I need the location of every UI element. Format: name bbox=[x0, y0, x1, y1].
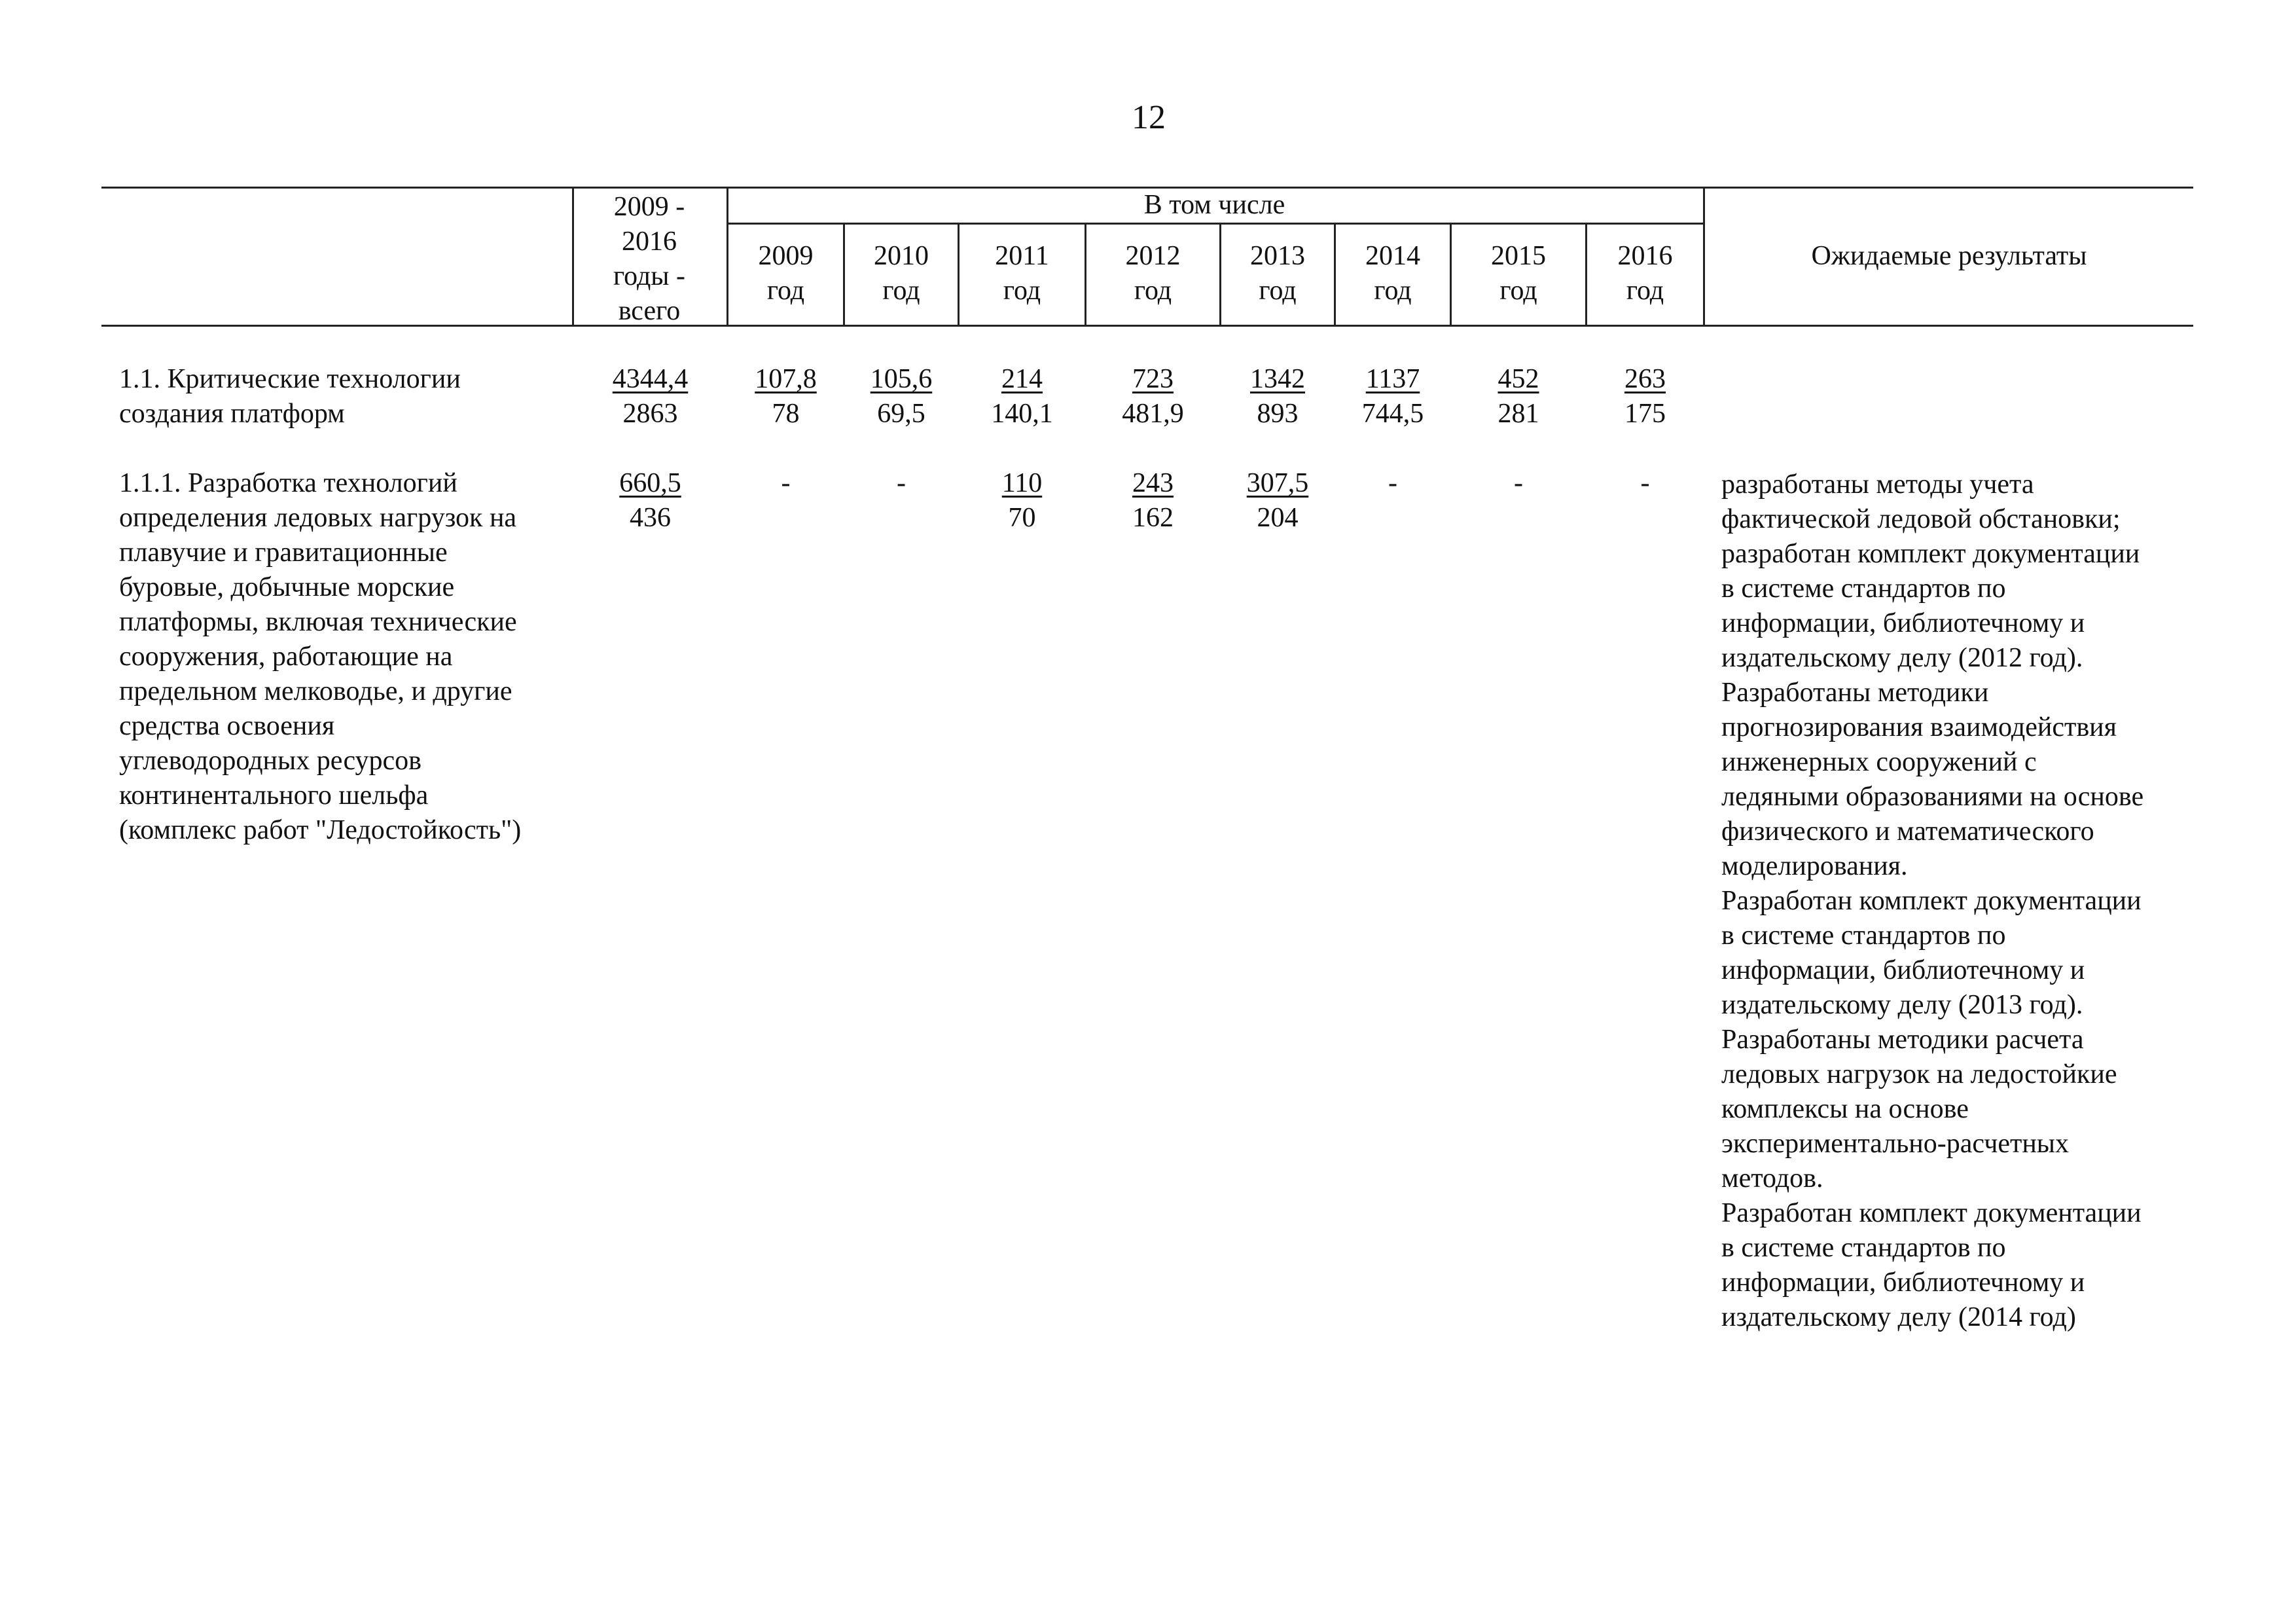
year-cell-2016 bbox=[1587, 466, 1703, 501]
expected-result-line: физического и математического bbox=[1721, 816, 2094, 847]
fact-value: 175 bbox=[1624, 399, 1666, 429]
header-including: В том числе bbox=[1143, 190, 1285, 220]
year-cell-2015 bbox=[1452, 466, 1585, 501]
year-cell-2014 bbox=[1336, 362, 1450, 431]
header-year: 2010 bbox=[874, 241, 929, 271]
header-year-unit: год bbox=[1134, 276, 1172, 306]
expected-result-line: Разработаны методики расчета bbox=[1721, 1025, 2084, 1055]
expected-results-text bbox=[1721, 467, 2206, 1335]
header-year-2016 bbox=[1587, 239, 1703, 308]
expected-result-line: ледовых нагрузок на ледостойкие bbox=[1721, 1059, 2117, 1089]
header-year-unit: год bbox=[766, 276, 805, 306]
header-year-unit: год bbox=[1003, 276, 1041, 306]
header-year-2011 bbox=[960, 239, 1085, 308]
page-number: 12 bbox=[1132, 99, 1166, 136]
year-cell-2009 bbox=[728, 362, 843, 431]
fact-value: 281 bbox=[1498, 399, 1539, 429]
plan-value: 452 bbox=[1498, 364, 1539, 394]
expected-result-line: разработаны методы учета bbox=[1721, 469, 2034, 500]
expected-result-line: Разработан комплект документации bbox=[1721, 886, 2142, 916]
expected-result-line: издательскому делу (2012 год). bbox=[1721, 643, 2083, 673]
header-total-line: 2016 bbox=[622, 227, 677, 257]
fact-value: 481,9 bbox=[1122, 399, 1184, 429]
row-total-cell bbox=[574, 362, 726, 431]
year-cell-2010 bbox=[845, 466, 958, 501]
expected-result-line: информации, библиотечному и bbox=[1721, 955, 2085, 985]
expected-result-line: моделирования. bbox=[1721, 851, 1908, 881]
plan-value: - bbox=[1640, 468, 1650, 498]
fact-value: 78 bbox=[772, 399, 800, 429]
row-title bbox=[119, 362, 571, 431]
expected-result-line: инженерных сооружений с bbox=[1721, 747, 2037, 777]
year-cell-2012 bbox=[1086, 466, 1219, 536]
fact-value: 69,5 bbox=[877, 399, 925, 429]
header-year-unit: год bbox=[1626, 276, 1664, 306]
header-year-2015 bbox=[1452, 239, 1585, 308]
year-cell-2013 bbox=[1221, 466, 1334, 536]
expected-result-line: экспериментально-расчетных bbox=[1721, 1129, 2070, 1159]
row-title-line: плавучие и гравитационные bbox=[119, 538, 448, 568]
row-title-line: сооружения, работающие на bbox=[119, 642, 453, 672]
header-year-2010 bbox=[845, 239, 958, 308]
expected-result-line: разработан комплект документации bbox=[1721, 539, 2140, 569]
row-title bbox=[119, 466, 571, 848]
expected-result-line: Разработаны методики bbox=[1721, 678, 1989, 708]
fact-value: 140,1 bbox=[991, 399, 1053, 429]
year-cell-2013 bbox=[1221, 362, 1334, 431]
expected-result-line: фактической ледовой обстановки; bbox=[1721, 504, 2121, 534]
years-subheader-rule bbox=[727, 223, 1704, 225]
header-year-2009 bbox=[728, 239, 843, 308]
plan-value: 4344,4 bbox=[612, 364, 689, 394]
header-year: 2011 bbox=[995, 241, 1049, 271]
row-title-line: определения ледовых нагрузок на bbox=[119, 503, 517, 533]
header-expected-results: Ожидаемые результаты bbox=[1811, 241, 2087, 271]
row-title-line: (комплекс работ "Ледостойкость") bbox=[119, 815, 522, 845]
plan-value: 1137 bbox=[1365, 364, 1420, 394]
row-title-line: создания платформ bbox=[119, 399, 345, 429]
plan-value: 214 bbox=[1001, 364, 1043, 394]
fact-value: 204 bbox=[1257, 503, 1299, 533]
expected-result-line: Разработан комплект документации bbox=[1721, 1198, 2142, 1228]
row-total-cell bbox=[574, 466, 726, 536]
row-title-line: средства освоения bbox=[119, 711, 335, 741]
year-cell-2015 bbox=[1452, 362, 1585, 431]
row-title-line: платформы, включая технические bbox=[119, 607, 517, 637]
plan-value: 110 bbox=[1001, 468, 1043, 498]
expected-result-line: в системе стандартов по bbox=[1721, 574, 2006, 604]
expected-result-line: издательскому делу (2014 год) bbox=[1721, 1302, 2076, 1332]
expected-result-line: прогнозирования взаимодействия bbox=[1721, 712, 2117, 742]
expected-result-line: в системе стандартов по bbox=[1721, 1233, 2006, 1263]
expected-result-line: информации, библиотечному и bbox=[1721, 1267, 2085, 1298]
header-year: 2009 bbox=[758, 241, 814, 271]
fact-value: 70 bbox=[1008, 503, 1036, 533]
row-title-line: 1.1. Критические технологии bbox=[119, 364, 461, 394]
year-cell-2010 bbox=[845, 362, 958, 431]
expected-result-line: комплексы на основе bbox=[1721, 1094, 1969, 1124]
fact-value: 2863 bbox=[622, 399, 678, 429]
fact-value: 436 bbox=[630, 503, 671, 533]
year-cell-2011 bbox=[960, 362, 1085, 431]
fact-value: 893 bbox=[1257, 399, 1299, 429]
row-title-line: континентального шельфа bbox=[119, 780, 429, 811]
plan-value: - bbox=[897, 468, 906, 498]
header-total-line: годы - bbox=[613, 261, 686, 291]
year-cell-2009 bbox=[728, 466, 843, 501]
row-title-line: углеводородных ресурсов bbox=[119, 746, 422, 776]
header-total-line: 2009 - bbox=[613, 192, 685, 222]
year-cell-2011 bbox=[960, 466, 1085, 536]
expected-result-line: информации, библиотечному и bbox=[1721, 608, 2085, 638]
header-year-unit: год bbox=[1259, 276, 1297, 306]
plan-value: 1342 bbox=[1250, 364, 1305, 394]
expected-result-line: в системе стандартов по bbox=[1721, 921, 2006, 951]
header-year-unit: год bbox=[1499, 276, 1537, 306]
plan-value: - bbox=[1514, 468, 1523, 498]
fact-value: 744,5 bbox=[1361, 399, 1424, 429]
year-cell-2016 bbox=[1587, 362, 1703, 431]
header-year: 2015 bbox=[1491, 241, 1546, 271]
header-total-line: всего bbox=[618, 296, 681, 326]
header-year-unit: год bbox=[882, 276, 920, 306]
plan-value: 263 bbox=[1624, 364, 1666, 394]
header-year-unit: год bbox=[1374, 276, 1412, 306]
plan-value: 243 bbox=[1132, 468, 1174, 498]
expected-result-line: издательскому делу (2013 год). bbox=[1721, 990, 2083, 1020]
table-header-bottom-rule bbox=[101, 325, 2193, 327]
plan-value: - bbox=[781, 468, 791, 498]
header-year-2014 bbox=[1336, 239, 1450, 308]
plan-value: 107,8 bbox=[755, 364, 817, 394]
plan-value: 723 bbox=[1132, 364, 1174, 394]
expected-result-line: ледяными образованиями на основе bbox=[1721, 782, 2144, 812]
header-year: 2014 bbox=[1365, 241, 1420, 271]
header-year-2012 bbox=[1086, 239, 1219, 308]
row-title-line: 1.1.1. Разработка технологий bbox=[119, 468, 457, 498]
header-year-2013 bbox=[1221, 239, 1334, 308]
year-cell-2012 bbox=[1086, 362, 1219, 431]
plan-value: 660,5 bbox=[619, 468, 681, 498]
fact-value: 162 bbox=[1132, 503, 1174, 533]
row-title-line: предельном мелководье, и другие bbox=[119, 676, 512, 706]
header-total-period bbox=[574, 190, 725, 329]
row-title-line: буровые, добычные морские bbox=[119, 572, 455, 602]
expected-result-line: методов. bbox=[1721, 1163, 1823, 1194]
plan-value: 307,5 bbox=[1246, 468, 1309, 498]
year-cell-2014 bbox=[1336, 466, 1450, 501]
plan-value: 105,6 bbox=[870, 364, 933, 394]
header-year: 2012 bbox=[1125, 241, 1181, 271]
header-year: 2013 bbox=[1250, 241, 1305, 271]
header-year: 2016 bbox=[1617, 241, 1673, 271]
plan-value: - bbox=[1388, 468, 1397, 498]
